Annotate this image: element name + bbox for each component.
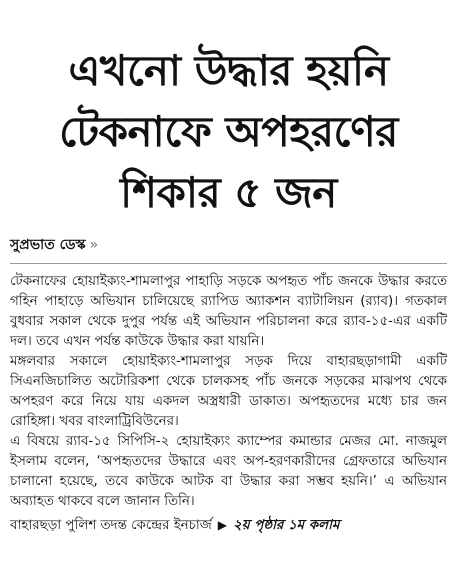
article-body [10, 272, 447, 512]
continuation-text: বাহারছড়া পুলিশ তদন্ত কেন্দ্রের ইনচার্জ [10, 518, 212, 533]
byline [10, 235, 447, 255]
byline-arrow-icon: » [89, 237, 99, 253]
divider [10, 263, 447, 264]
paragraph-3: এ বিষয়ে র‍্যাব-১৫ সিপিসি-২ হোয়াইক্যং ক্যাম্পের কমান্ডার মেজর মো. নাজমুল ইসলাম বলেন, ‘অপহৃতদের উদ্ধারে এবং অপ-হরণকারীদের গ্রেফতারে অভিযান চালানো হয়েছে, তবে কাউকে আটক বা উদ্ধার করা সম্ভব হয়নি।’ এ অভিযান অব্যাহত থাকবে বলে জানান তিনি। [10, 434, 447, 509]
paragraph-1: টেকনাফের হোয়াইক্যং-শামলাপুর পাহাড়ি সড়কে অপহৃত পাঁচ জনকে উদ্ধার করতে গহিন পাহাড়ে অভিযান চালিয়েছে র‍্যাপিড অ্যাকশন ব্যাটালিয়ন (র‍্যাব)। গতকাল বুধবার সকাল থেকে দুপুর পর্যন্ত এই অভিযান পরিচালনা করে র‍্যাব-১৫-এর একটি দল। তবে এখন পর্যন্ত কাউকে উদ্ধার করা যায়নি। [10, 274, 447, 349]
headline-line-2: টেকনাফে অপহরণের [59, 107, 398, 156]
desk-name: সুপ্রভাত ডেস্ক [10, 237, 86, 253]
headline-line-3: শিকার ৫ জন [120, 168, 337, 217]
headline-line-1: এখনো উদ্ধার হয়নি [68, 46, 389, 95]
paragraph-2: মঙ্গলবার সকালে হোয়াইক্যং-শামলাপুর সড়ক দিয়ে বাহারছড়াগামী একটি সিএনজিচালিত অটোরিকশা থেকে চালকসহ পাঁচ জনকে সড়কের মাঝপথ থেকে অপহরণ করে নিয়ে যায় একদল অস্ত্রধারী ডাকাত। অপহৃতদের মধ্যে চার জন রোহিঙ্গা। খবর বাংলাট্রিবিউনের। [10, 354, 447, 429]
headline [10, 0, 447, 223]
continued-page-ref[interactable]: ২য় পৃষ্ঠার ১ম কলাম [233, 518, 340, 533]
continue-arrow-icon: ▶ [217, 518, 227, 532]
continuation-line [10, 515, 447, 536]
